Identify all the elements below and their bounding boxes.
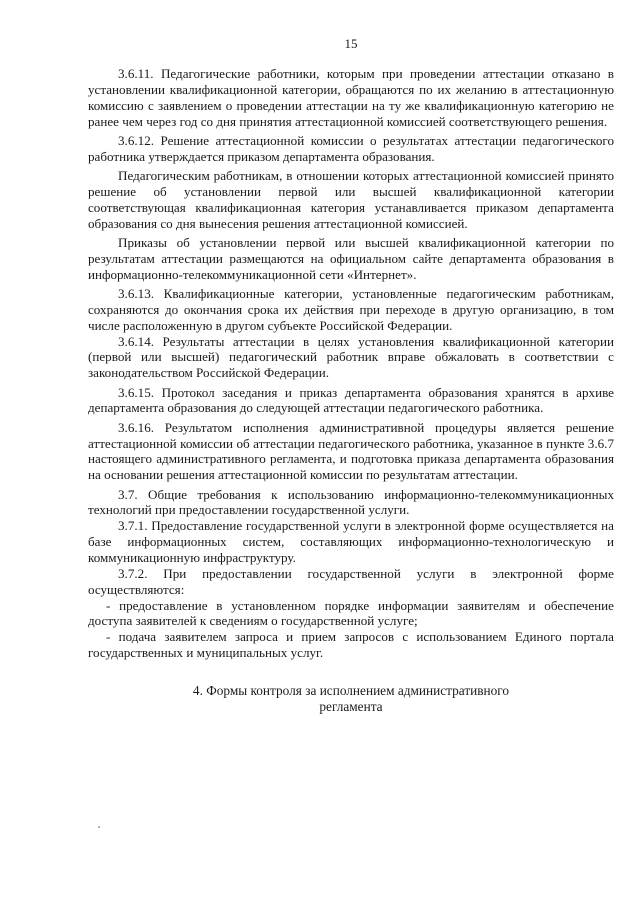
scan-speck (98, 826, 100, 828)
paragraph-3-6-13: 3.6.13. Квалификационные категории, установленные педагогическим работникам, сохраняются до окончания срока их действия при переходе в другую организацию, в том числе расположенную в другом субъекте Российской Федерации. (88, 285, 614, 333)
section-heading (88, 683, 614, 715)
section-heading-line-2: регламента (319, 698, 383, 714)
paragraph-3-7-2: 3.7.2. При предоставлении государственной услуги в электронной форме осуществляются: (88, 565, 614, 597)
page-number: 15 (344, 36, 358, 51)
paragraph-3-6-12: 3.6.12. Решение аттестационной комиссии о результатах аттестации педагогического работника утверждается приказом департамента образования. (88, 132, 614, 164)
section-heading-line-1: 4. Формы контроля за исполнением административного (192, 682, 510, 698)
paragraph-3-6-11: 3.6.11. Педагогические работники, которым при проведении аттестации отказано в установлении квалификационной категории, обращаются по их желанию в аттестационную комиссию с заявлением о проведении аттестации на ту же квалификационную категорию не ранее чем через год со дня принятия аттестационной комиссией соответствующего решения. (88, 66, 614, 129)
paragraph-orders-publication: Приказы об установлении первой или высшей квалификационной категории по результатам аттестации размещаются на официальном сайте департамента образования в информационно-телекоммуникационной сети «Интернет». (88, 234, 614, 282)
document-body (88, 66, 614, 661)
list-item-information: - предоставление в установленном порядке информации заявителям и обеспечение доступа заявителей к сведениям о государственной услуге; (88, 597, 614, 629)
paragraph-3-7: 3.7. Общие требования к использованию информационно-телекоммуникационных технологий при предоставлении государственной услуги. (88, 486, 614, 518)
paragraph-category-assignment: Педагогическим работникам, в отношении которых аттестационной комиссией принято решение об установлении первой или высшей квалификационной категории соответствующая квалификационная категория устанавливается приказом департамента образования со дня вынесения решения аттестационной комиссией. (88, 168, 614, 231)
paragraph-3-6-15: 3.6.15. Протокол заседания и приказ департамента образования хранятся в архиве департамента образования до следующей аттестации педагогического работника. (88, 384, 614, 416)
paragraph-3-6-16: 3.6.16. Результатом исполнения административной процедуры является решение аттестационной комиссии об аттестации педагогического работника, указанное в пункте 3.6.7 настоящего административного регламента, и подготовка приказа департамента образования на основании решения аттестационной комиссии по результатам аттестации. (88, 419, 614, 483)
paragraph-3-7-1: 3.7.1. Предоставление государственной услуги в электронной форме осуществляется на базе информационных систем, составляющих информационно-технологическую и коммуникационную инфраструктуру. (88, 518, 614, 565)
paragraph-3-6-14: 3.6.14. Результаты аттестации в целях установления квалификационной категории (первой или высшей) педагогический работник вправе обжаловать в соответствии с законодательством Российской Федерации. (88, 333, 614, 381)
list-item-portal-request: - подача заявителем запроса и прием запросов с использованием Единого портала государственных и муниципальных услуг. (88, 629, 614, 661)
